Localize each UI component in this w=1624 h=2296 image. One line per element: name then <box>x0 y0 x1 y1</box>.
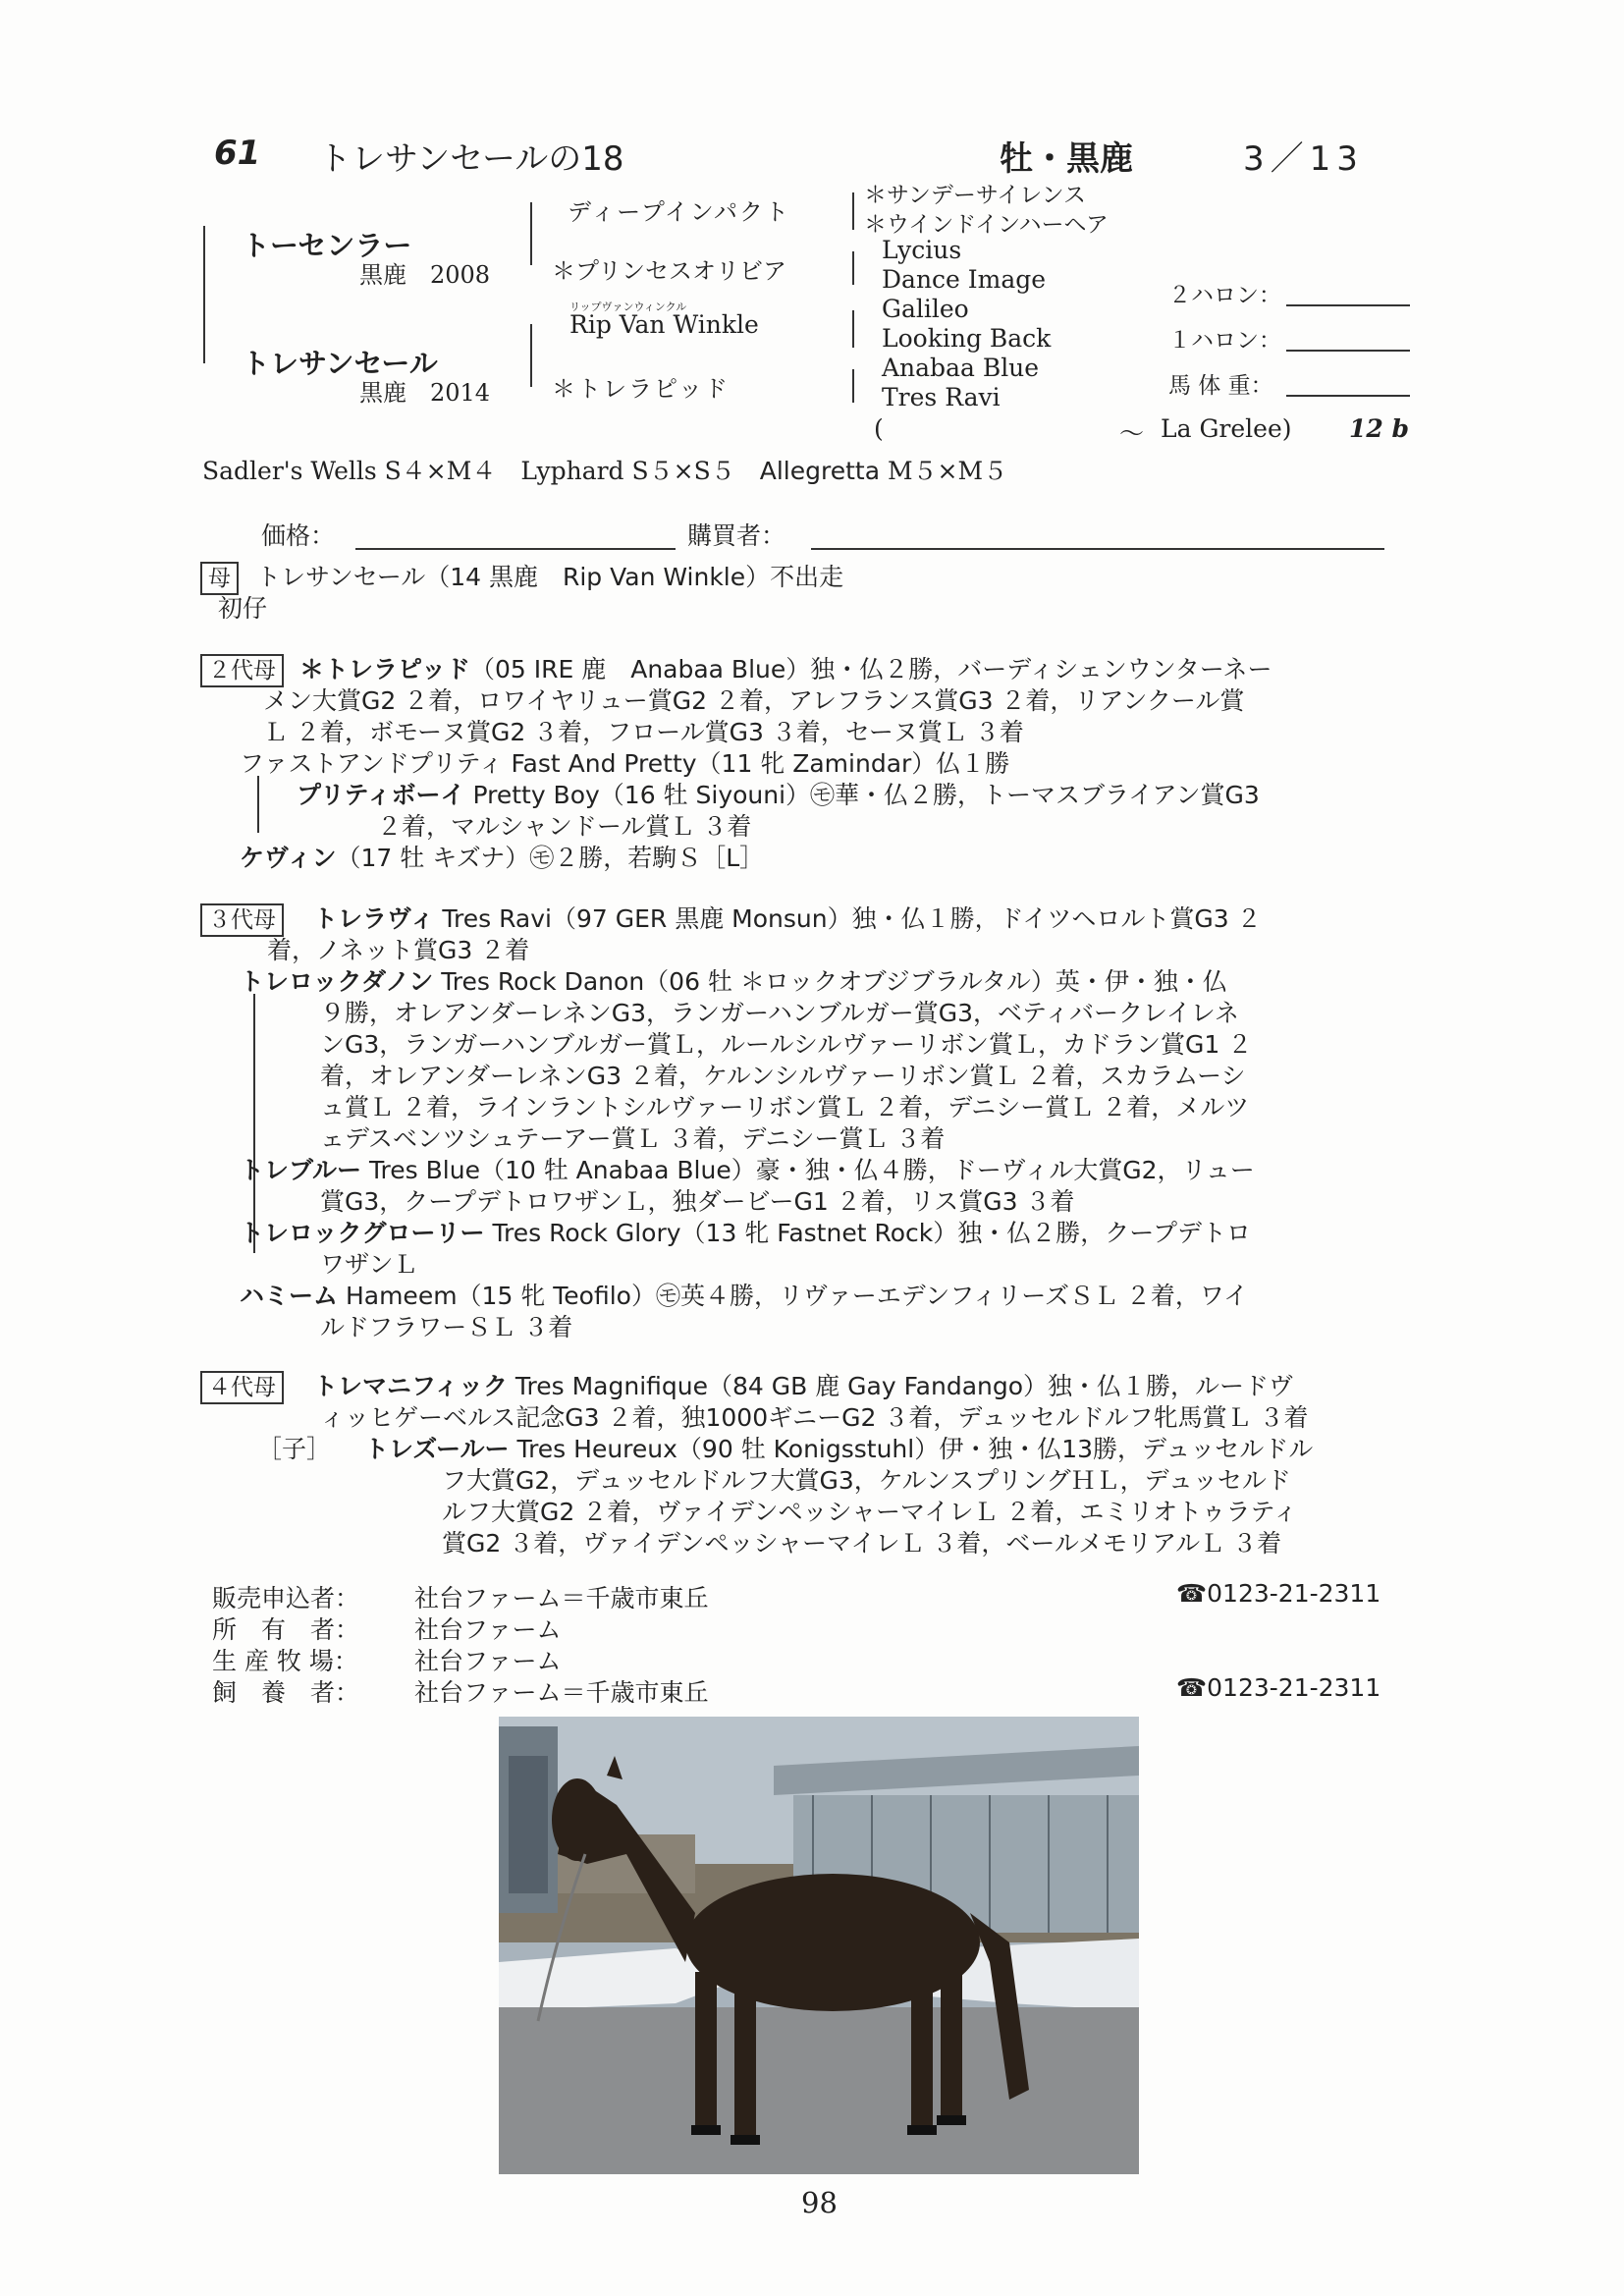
gen3-1: ＊サンデーサイレンス <box>864 183 1086 208</box>
price-label: 価格： <box>261 521 336 550</box>
dam-sire-ruby: リップヴァンウィンクル <box>569 301 687 313</box>
gen3-brace-4 <box>852 369 854 403</box>
fourth-dam-child-name: トレズールー <box>364 1435 510 1463</box>
gen3-8: Tres Ravi <box>882 383 1001 411</box>
third-dam-name: トレラヴィ <box>312 904 435 933</box>
dam-name: トレサンセール <box>242 347 438 380</box>
buyer-label: 購買者： <box>687 521 786 550</box>
two-furlong-field[interactable] <box>1286 279 1410 306</box>
second-dam-grandchild <box>297 776 1260 811</box>
family-number: 12 b <box>1349 414 1409 443</box>
grandchild-name: プリティボーイ <box>297 781 465 809</box>
third-dam-child3 <box>240 1214 1251 1249</box>
c2-name: トレブルー <box>240 1156 362 1184</box>
sex-color: 牡・黒鹿 <box>1000 139 1133 179</box>
gen3-6: Looking Back <box>882 324 1052 353</box>
third-dam-child2 <box>240 1151 1255 1186</box>
inbreeding-part2: Allegretta <box>759 457 881 485</box>
fourth-dam-child-tag: ［子］ <box>257 1435 332 1463</box>
weight-field[interactable] <box>1286 369 1410 397</box>
c1-line2: ９勝，オレアンダーレネンG3，ランガーハンブルガー賞G3，ベティバークレイレネ <box>320 999 1240 1027</box>
c1-line6: ェデスベンツシュテーアー賞Ｌ ３着，デニシー賞Ｌ ３着 <box>320 1124 946 1153</box>
inbreeding-part3: M５×M５ <box>880 457 1008 485</box>
buyer-field[interactable] <box>811 520 1384 550</box>
gen3-7: Anabaa Blue <box>882 354 1040 382</box>
dam-info: 黒鹿 2014 <box>359 379 491 407</box>
second-dam-name: ＊トレラピッド <box>298 655 470 683</box>
gen3-4: Dance Image <box>882 265 1047 294</box>
fourth-dam-line1: Tres Magnifique（84 GB 鹿 Gay Fandango）独・仏１勝，ルードヴ <box>507 1372 1294 1400</box>
lot-number: 61 <box>214 134 261 173</box>
c1-line3: ンG3，ランガーハンブルガー賞Ｌ，ルールシルヴァーリボン賞Ｌ，カドラン賞G1 ２ <box>320 1030 1253 1059</box>
page-number: 98 <box>801 2186 838 2219</box>
family-name: La Grelee) <box>1161 414 1292 443</box>
contact-keeper-phone: ☎0123-21-2311 <box>1176 1673 1381 1702</box>
second-dam-line1: （05 IRE 鹿 Anabaa Blue）独・仏２勝，バーディシェンウンターネー <box>469 655 1272 683</box>
c2-line2: 賞G3，クープデトロワザンＬ，独ダービーG1 ２着，リス賞G3 ３着 <box>320 1187 1075 1216</box>
contact-seller-label: 販売申込者： <box>212 1584 360 1613</box>
inbreeding-line <box>202 452 1007 487</box>
sire-name: トーセンラー <box>242 229 412 262</box>
third-dam-line1: Tres Ravi（97 GER 黒鹿 Monsun）独・仏１勝，ドイツヘロルト賞G3 ２ <box>434 904 1262 933</box>
fourth-dam-child-line1: Tres Heureux（90 牡 Konigsstuhl）伊・独・仏13勝，デュッセルドル <box>509 1435 1314 1463</box>
grandchild-line1: Pretty Boy（16 牡 Siyouni）㋲華・仏２勝，トーマスブライアン賞G3 <box>464 781 1260 809</box>
c1-line1: Tres Rock Danon（06 牡 ＊ロックオブジブラルタル）英・伊・独・仏 <box>433 967 1227 996</box>
horse-photo <box>499 1717 1139 2174</box>
second-dam-tag: ２代母 <box>200 654 284 687</box>
pedigree-main-brace <box>203 226 205 363</box>
weight-label: 馬 体 重： <box>1168 373 1273 399</box>
contact-seller-phone: ☎0123-21-2311 <box>1176 1579 1381 1608</box>
sire-info: 黒鹿 2008 <box>359 261 491 289</box>
third-dam-child1 <box>240 962 1227 998</box>
contact-breeder-label: 生 産 牧 場： <box>212 1647 358 1675</box>
second-dam-child1: ファストアンドプリティ Fast And Pretty（11 牝 Zamindar）仏１勝 <box>240 749 1010 778</box>
gen3-brace-1 <box>852 192 854 230</box>
dam-line2: 初仔 <box>218 594 268 623</box>
sire-sire: ディープインパクト <box>568 198 791 226</box>
contact-keeper-value: 社台ファーム＝千歳市東丘 <box>414 1678 709 1707</box>
gen3-5: Galileo <box>882 295 969 323</box>
fourth-dam-child-line2: フ大賞G2，デュッセルドルフ大賞G3，ケルンスプリングＨＬ，デュッセルド <box>442 1466 1291 1495</box>
grandchild-line2: ２着，マルシャンドール賞Ｌ ３着 <box>377 812 752 841</box>
sire-dam: ＊プリンセスオリビア <box>552 257 787 285</box>
gen3-2: ＊ウインドインハーヘア <box>864 212 1109 238</box>
c3-line1: Tres Rock Glory（13 牝 Fastnet Rock）独・仏２勝，クープデトロ <box>484 1219 1251 1247</box>
fourth-dam-line2: ィッヒゲーベルス記念G3 ２着，独1000ギニーG2 ３着，デュッセルドルフ牝馬賞Ｌ ３着 <box>320 1403 1309 1432</box>
second-dam-tree-line <box>257 776 259 833</box>
c3-name: トレロックグローリー <box>240 1219 485 1247</box>
fourth-dam-name: トレマニフィック <box>312 1372 508 1400</box>
fourth-dam-child-line3: ルフ大賞G2 ２着，ヴァイデンペッシャーマイレＬ ２着，エミリオトゥラティ <box>442 1498 1298 1526</box>
sire-brace <box>530 202 532 265</box>
second-dam-line2: メン大賞G2 ２着，ロワイヤリュー賞G2 ２着，アレフランス賞G3 ２着，リアンクール賞 <box>263 686 1245 715</box>
gen3-brace-3 <box>852 310 854 348</box>
dam-section <box>200 558 843 595</box>
c4-name: ハミーム <box>240 1282 339 1310</box>
birth-date: 3／13 <box>1243 139 1364 179</box>
gen3-3: Lycius <box>882 236 962 264</box>
second-dam-line3: Ｌ ２着，ボモーヌ賞G2 ３着，フロール賞G3 ３着，セーヌ賞Ｌ ３着 <box>263 718 1024 746</box>
third-dam-line2: 着，ノネット賞G3 ２着 <box>267 936 530 964</box>
one-furlong-field[interactable] <box>1286 324 1410 352</box>
second-dam-child2 <box>240 839 764 874</box>
contact-owner-label: 所 有 者： <box>212 1615 360 1644</box>
third-dam-child4 <box>240 1277 1248 1312</box>
fourth-dam-child <box>257 1430 1313 1465</box>
dam-text: トレサンセール（14 黒鹿 Rip Van Winkle）不出走 <box>255 563 844 591</box>
dam-sire: Rip Van Winkle <box>569 310 759 339</box>
contact-seller-value: 社台ファーム＝千歳市東丘 <box>414 1584 709 1613</box>
c2-line1: Tres Blue（10 牡 Anabaa Blue）豪・独・仏４勝，ドーヴィル大賞G2，リュー <box>361 1156 1255 1184</box>
c3-line2: ワザンＬ <box>320 1250 418 1279</box>
third-dam-tag: ３代母 <box>200 903 284 937</box>
family-paren: ( <box>874 414 884 443</box>
fourth-dam-child-line4: 賞G2 ３着，ヴァイデンペッシャーマイレＬ ３着，ベールメモリアルＬ ３着 <box>442 1529 1282 1558</box>
contact-keeper-label: 飼 養 者： <box>212 1678 360 1707</box>
price-field[interactable] <box>355 520 676 550</box>
c1-line5: ュ賞Ｌ ２着，ラインラントシルヴァーリボン賞Ｌ ２着，デニシー賞Ｌ ２着，メルツ <box>320 1093 1250 1121</box>
c1-line4: 着，オレアンダーレネンG3 ２着，ケルンシルヴァーリボン賞Ｌ ２着，スカラムーシ <box>320 1062 1246 1090</box>
fourth-dam-tag: ４代母 <box>200 1371 284 1404</box>
two-furlong-label: ２ハロン： <box>1168 283 1281 308</box>
contact-breeder-value: 社台ファーム <box>414 1647 562 1675</box>
c1-name: トレロックダノン <box>240 967 434 996</box>
family-tilde: 〜 <box>1119 419 1145 448</box>
c4-line2: ルドフラワーＳＬ ３着 <box>320 1313 573 1341</box>
one-furlong-label: １ハロン： <box>1168 328 1281 354</box>
dam-brace <box>530 324 532 387</box>
inbreeding-part1: Sadler's Wells S４×M４ Lyphard S５×S５ <box>202 457 735 485</box>
gen3-brace-2 <box>852 251 854 285</box>
horse-name: トレサンセールの18 <box>318 139 624 179</box>
dam-dam: ＊トレラピッド <box>552 375 731 403</box>
contact-owner-value: 社台ファーム <box>414 1615 562 1644</box>
dam-tag: 母 <box>200 562 239 595</box>
c4-line1: Hameem（15 牝 Teofilo）㋲英４勝，リヴァーエデンフィリーズＳＬ ２着，ワイ <box>338 1282 1249 1310</box>
child2-name: ケヴィン <box>240 844 337 872</box>
child2-text: （17 牡 キズナ）㋲２勝，若駒Ｓ［L］ <box>336 844 765 872</box>
